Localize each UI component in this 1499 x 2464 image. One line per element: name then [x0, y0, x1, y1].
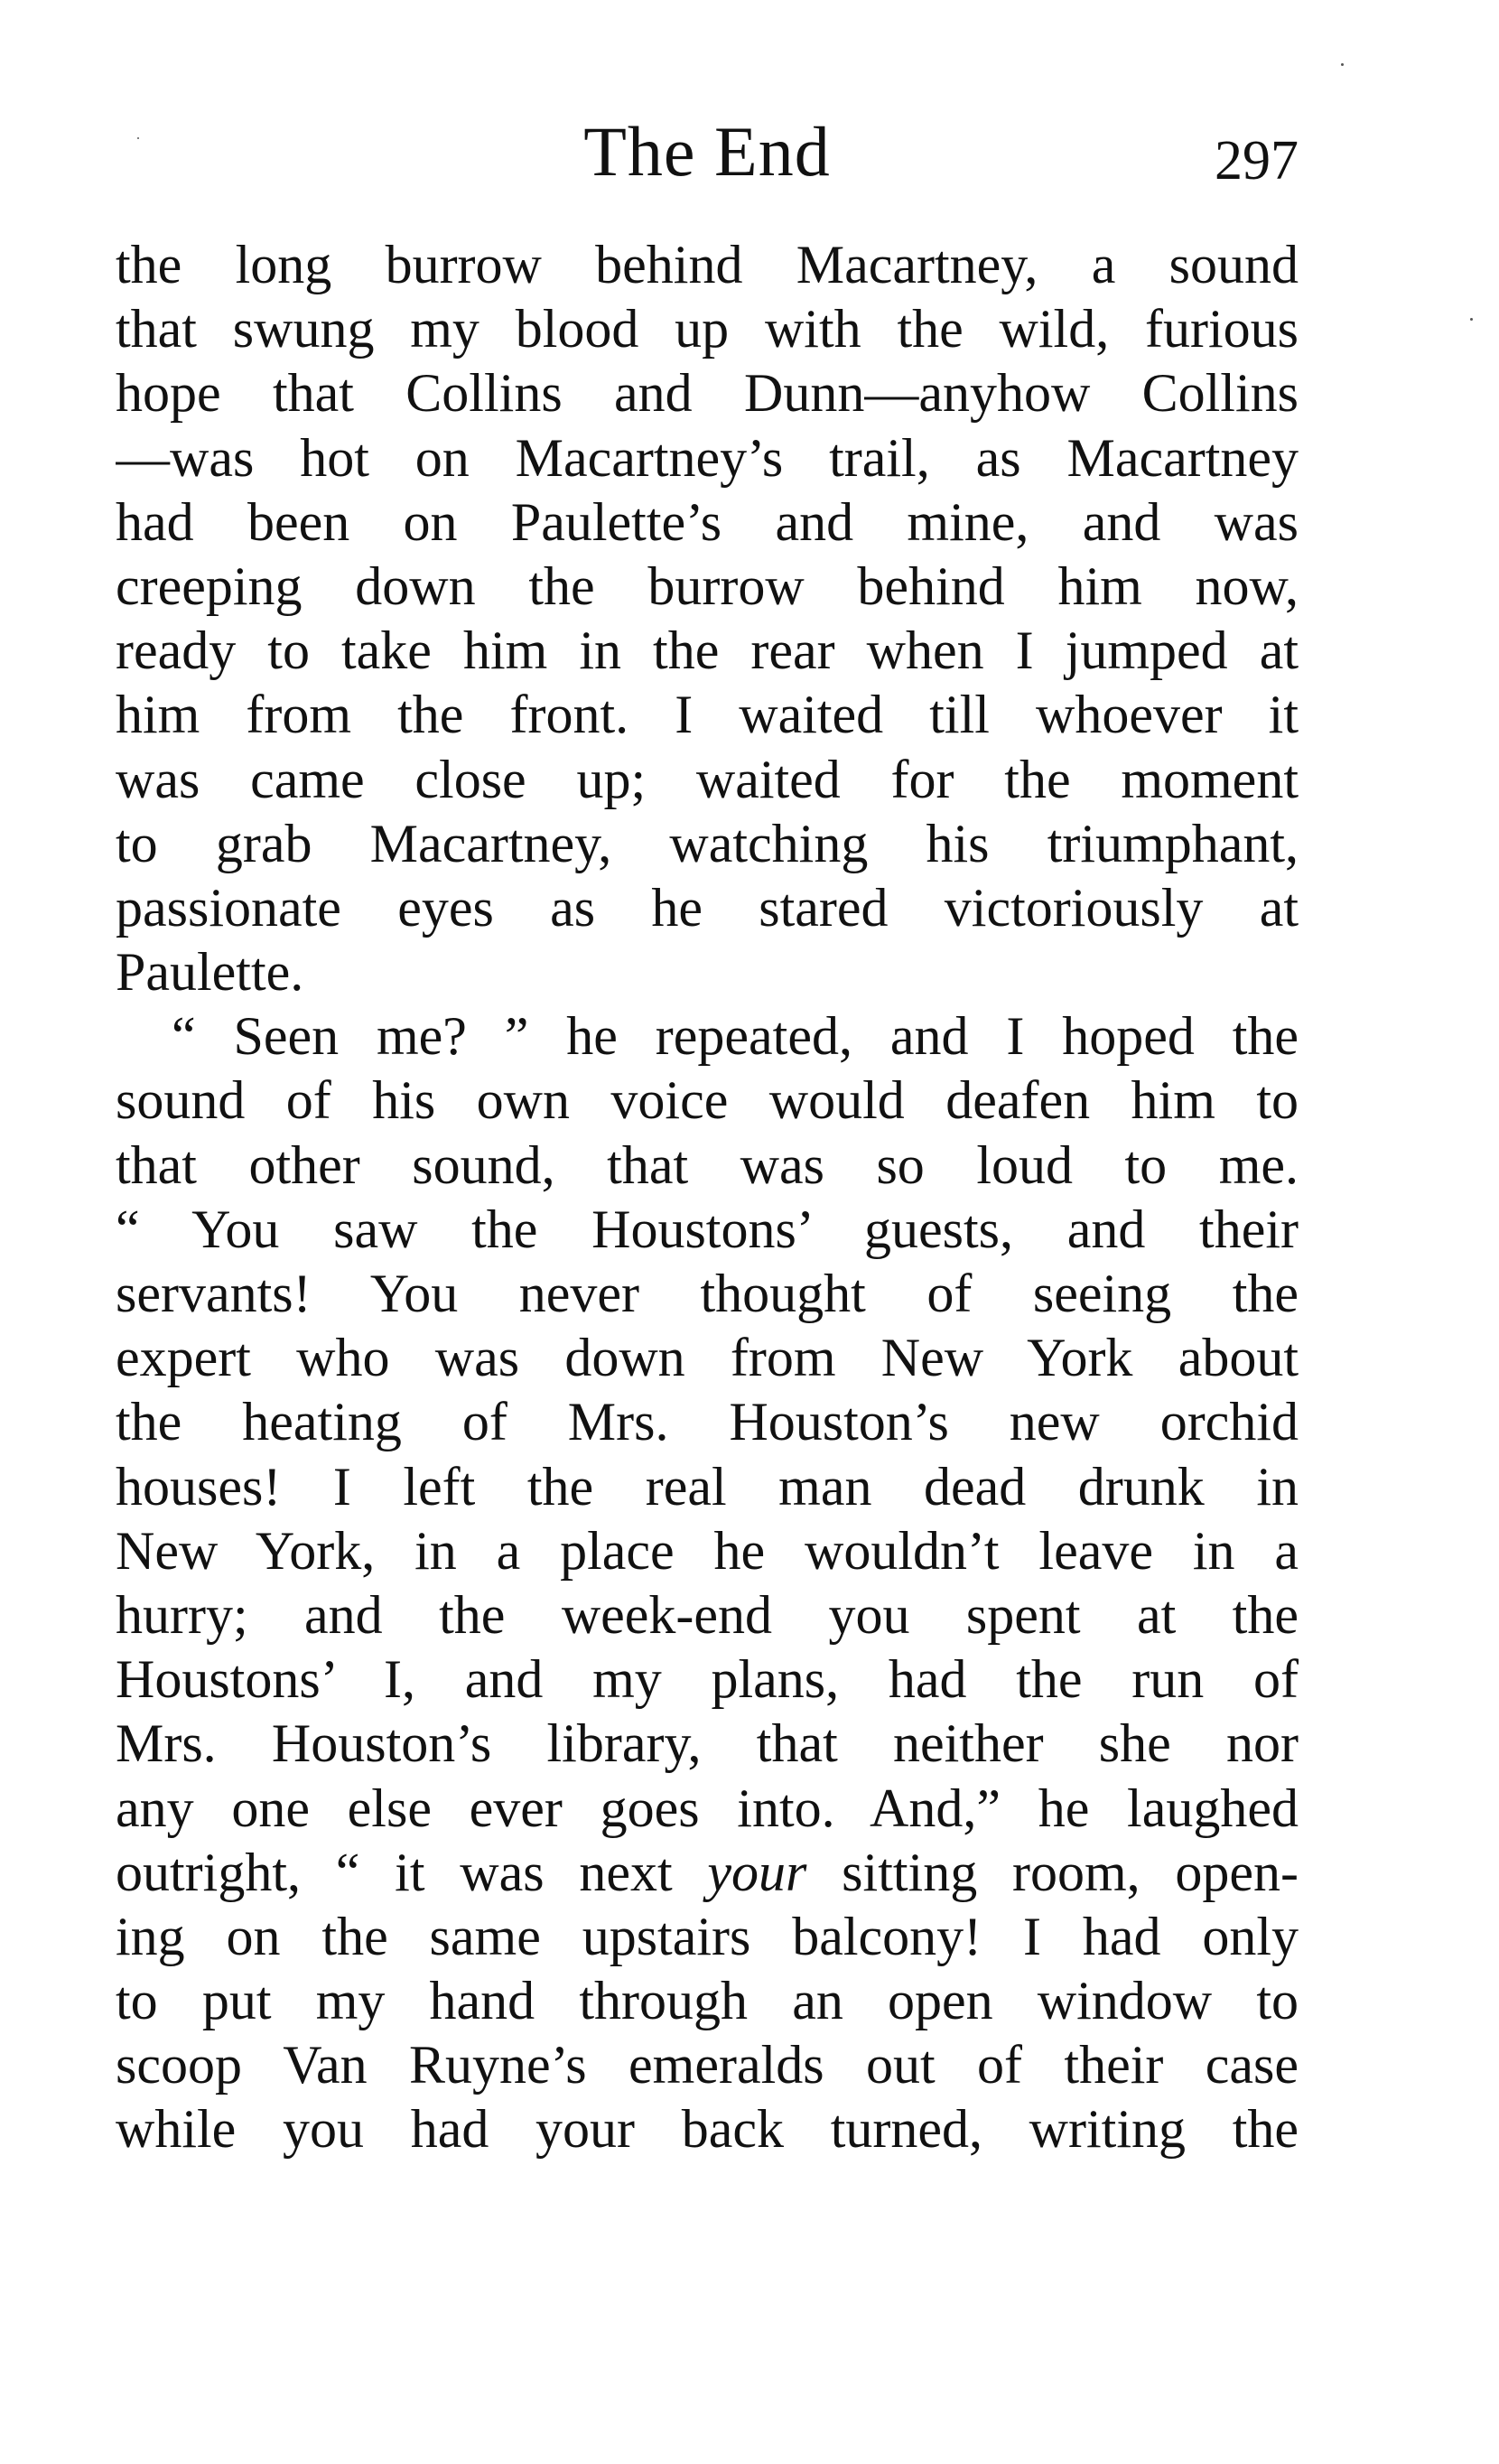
text-line: to put my hand through an open window to — [116, 1971, 1299, 2031]
text-line: that swung my blood up with the wild, furious — [116, 299, 1299, 359]
text-line: was came close up; waited for the moment — [116, 749, 1299, 809]
text-segment: outright, “ it was next — [116, 1842, 708, 1902]
paper-speck — [137, 137, 139, 139]
text-line: the long burrow behind Macartney, a sound — [116, 235, 1299, 294]
page-number: 297 — [1215, 130, 1299, 191]
text-line: hurry; and the week-end you spent at the — [116, 1584, 1299, 1645]
running-head — [116, 107, 1299, 197]
text-line: “ You saw the Houstons’ guests, and their — [116, 1199, 1299, 1259]
text-line: had been on Paulette’s and mine, and was — [116, 491, 1299, 552]
emphasized-word: your — [707, 1842, 807, 1902]
text-line: —was hot on Macartney’s trail, as Macartney — [116, 427, 1299, 488]
text-line: passionate eyes as he stared victoriously at — [116, 877, 1299, 938]
text-line: ready to take him in the rear when I jumped at — [116, 621, 1299, 681]
text-line: any one else ever goes into. And,” he laughed — [116, 1778, 1299, 1838]
paper-speck — [1470, 318, 1473, 321]
text-line: houses! I left the real man dead drunk in — [116, 1456, 1299, 1517]
text-line: the heating of Mrs. Houston’s new orchid — [116, 1392, 1299, 1452]
text-line: while you had your back turned, writing the — [116, 2099, 1299, 2160]
text-line: to grab Macartney, watching his triumphant, — [116, 813, 1299, 873]
text-line: servants! You never thought of seeing the — [116, 1264, 1299, 1323]
text-line: sound of his own voice would deafen him to — [116, 1070, 1299, 1131]
text-line: hope that Collins and Dunn—anyhow Collins — [116, 363, 1299, 424]
paragraph-start-line: “ Seen me? ” he repeated, and I hoped the — [172, 1006, 1299, 1067]
text-line: that other sound, that was so loud to me. — [116, 1134, 1299, 1195]
paragraph-end-line: Paulette. — [116, 942, 304, 1003]
running-head-title: The End — [583, 112, 831, 191]
text-line: him from the front. I waited till whoever it — [116, 685, 1299, 745]
text-line: creeping down the burrow behind him now, — [116, 555, 1299, 616]
text-line: Mrs. Houston’s library, that neither she nor — [116, 1713, 1299, 1774]
text-line: ing on the same upstairs balcony! I had only — [116, 1906, 1299, 1966]
text-line: scoop Van Ruyne’s emeralds out of their case — [116, 2035, 1299, 2095]
text-line: Houstons’ I, and my plans, had the run of — [116, 1649, 1299, 1710]
paper-speck — [1341, 63, 1344, 66]
text-line-with-emphasis — [116, 1841, 1299, 1905]
text-segment: sitting room, open- — [806, 1842, 1299, 1902]
body-text — [116, 233, 1299, 2162]
text-line: New York, in a place he wouldn’t leave in a — [116, 1520, 1299, 1581]
text-line: expert who was down from New York about — [116, 1328, 1299, 1388]
